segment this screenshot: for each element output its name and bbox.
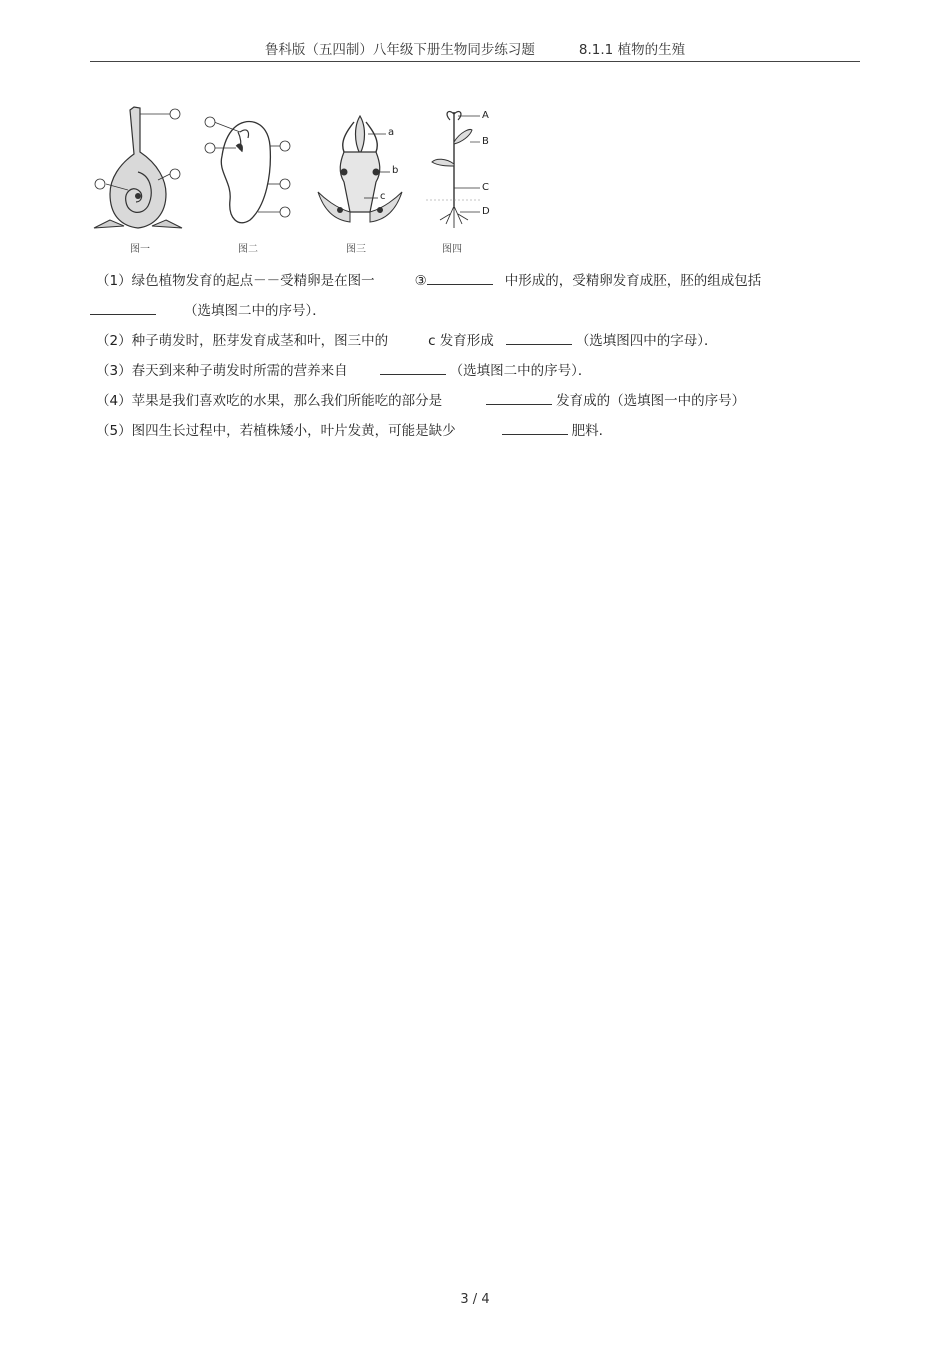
question-3	[96, 361, 591, 381]
question-5	[96, 421, 603, 441]
answer-blank-4[interactable]	[486, 391, 552, 405]
fig3-label-c: c	[380, 191, 386, 202]
question-3-text-a: （3）春天到来种子萌发时所需的营养来自	[96, 363, 348, 379]
question-1-line-2	[90, 301, 326, 321]
answer-blank-5[interactable]	[502, 421, 568, 435]
fig4-label-A: A	[482, 110, 489, 121]
question-1-text-d: （选填图二中的序号）．	[184, 303, 326, 319]
question-3-text-b: （选填图二中的序号）．	[449, 363, 592, 379]
pistil-diagram	[88, 102, 188, 242]
answer-blank-1a[interactable]	[427, 271, 493, 285]
question-4-text-a: （4）苹果是我们喜欢吃的水果，那么我们所能吃的部分是	[96, 393, 443, 409]
figure-1	[88, 102, 188, 255]
header-rule	[90, 61, 860, 62]
fig4-label-B: B	[482, 136, 489, 147]
page-number: 3 / 4	[460, 1292, 490, 1307]
answer-blank-2[interactable]	[506, 331, 572, 345]
header-section: 8.1.1 植物的生殖	[578, 42, 686, 58]
question-4-text-b: 发育成的（选填图一中的序号）	[556, 393, 746, 409]
header-title: 鲁科版（五四制）八年级下册生物同步练习题	[264, 42, 535, 58]
seed-diagram	[200, 102, 295, 242]
figure-4-caption: 图四	[442, 244, 462, 255]
seedling-diagram	[424, 102, 499, 242]
figure-2-caption: 图二	[238, 244, 258, 255]
question-1-text-a: （1）绿色植物发育的起点－－受精卵是在图一	[96, 273, 375, 289]
figure-panel	[88, 102, 508, 260]
fig4-label-D: D	[482, 206, 490, 217]
answer-blank-3[interactable]	[380, 361, 446, 375]
answer-blank-1b[interactable]	[90, 301, 156, 315]
question-5-text-b: 肥料.	[571, 423, 603, 439]
fig4-label-C: C	[482, 182, 489, 193]
question-1-text-c: 中形成的，受精卵发育成胚，胚的组成包括	[504, 273, 762, 289]
figure-4	[424, 102, 499, 255]
figure-3-caption: 图三	[346, 244, 366, 255]
question-4	[96, 391, 745, 411]
question-1-line-1	[96, 271, 761, 291]
page-header	[90, 38, 860, 58]
fig3-label-a: a	[388, 127, 395, 138]
question-1-text-b: ③	[414, 273, 427, 289]
question-2-text-a: （2）种子萌发时，胚芽发育成茎和叶，图三中的	[96, 333, 389, 349]
figure-1-caption: 图一	[130, 244, 150, 255]
question-2	[96, 331, 718, 351]
question-2-text-b: c 发育形成	[428, 333, 494, 349]
figure-3	[310, 102, 410, 255]
fig3-label-b: b	[392, 165, 399, 176]
question-2-text-c: （选填图四中的字母）．	[575, 333, 718, 349]
question-5-text-a: （5）图四生长过程中，若植株矮小，叶片发黄，可能是缺少	[96, 423, 456, 439]
figure-2	[200, 102, 295, 255]
